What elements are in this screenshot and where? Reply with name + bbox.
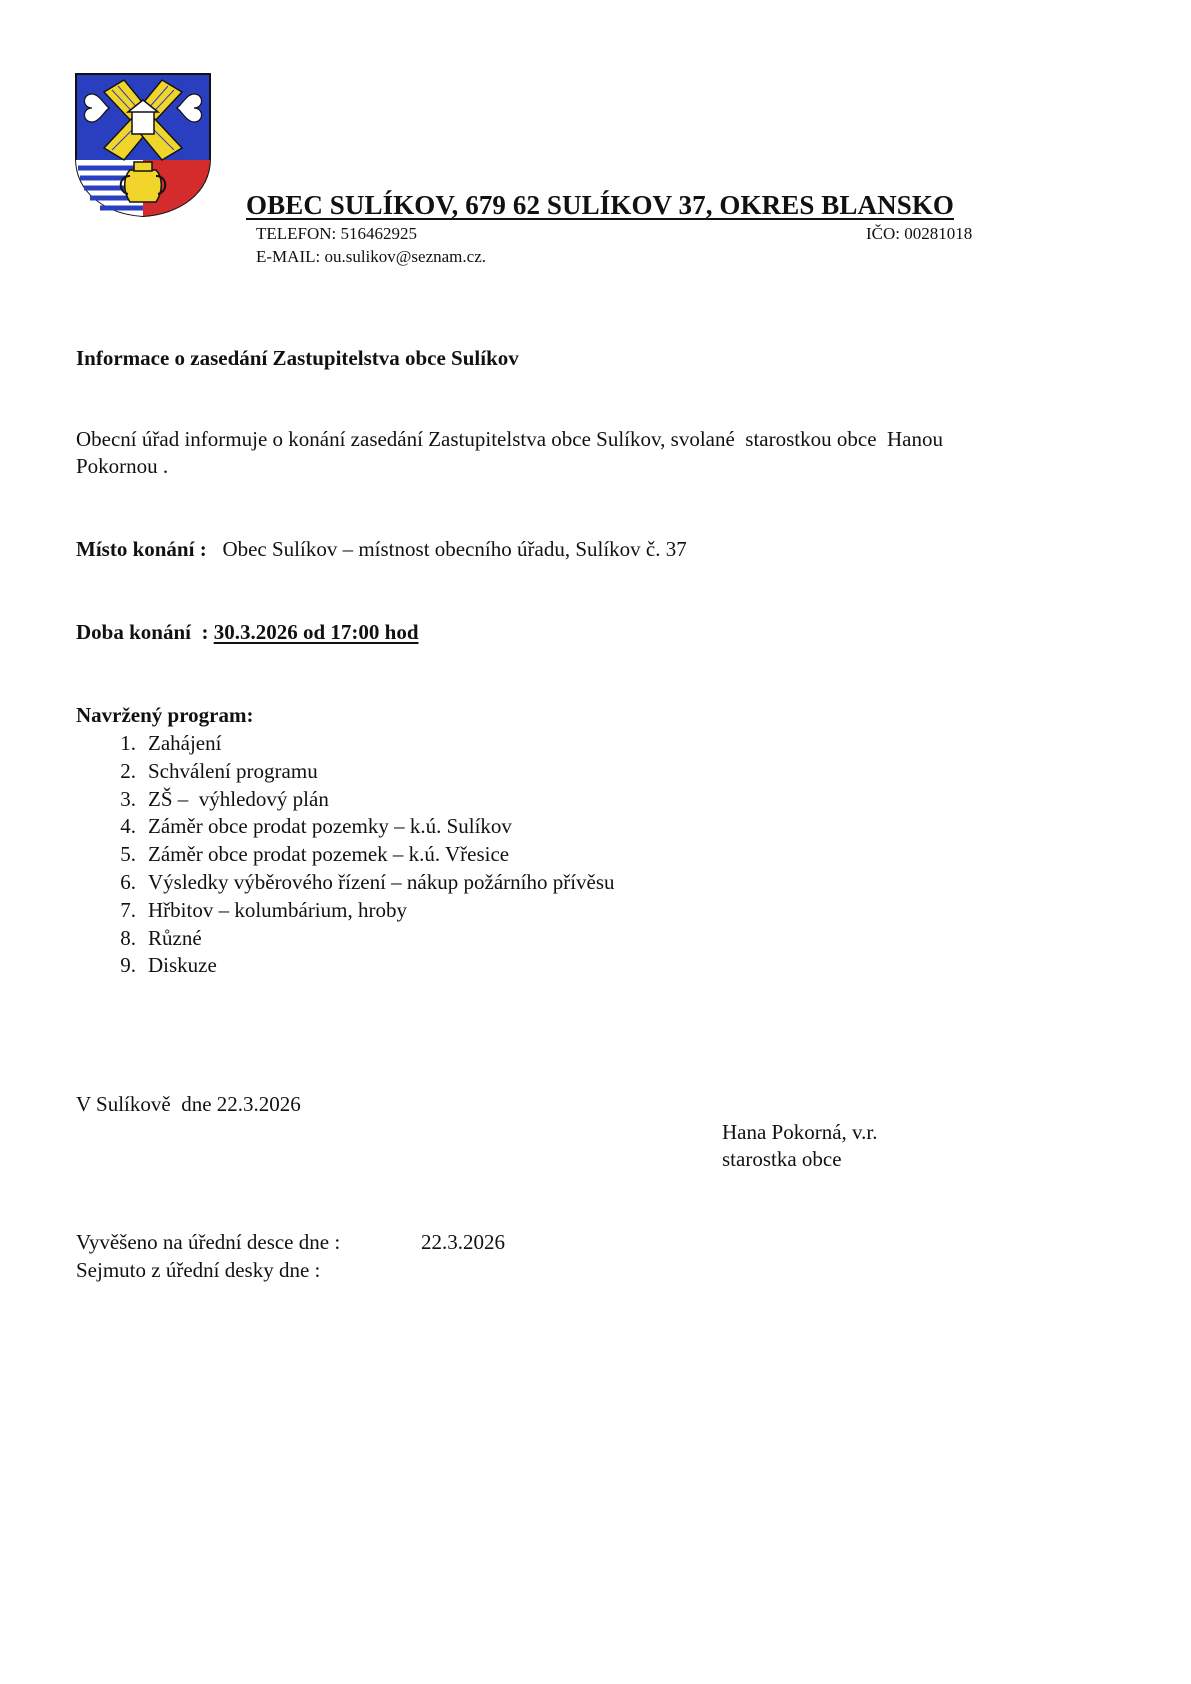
- coat-of-arms-icon: [74, 72, 212, 218]
- time-label: Doba konání :: [76, 620, 209, 644]
- item-text: Výsledky výběrového řízení – nákup požárního přívěsu: [148, 869, 615, 894]
- item-text: Záměr obce prodat pozemky – k.ú. Sulíkov: [148, 814, 512, 839]
- place-and-date: V Sulíkově dne 22.3.2026: [76, 1092, 301, 1116]
- item-text: ZŠ – výhledový plán: [148, 786, 329, 811]
- removed-label: Sejmuto z úřední desky dne :: [76, 1258, 321, 1282]
- notice-intro: Obecní úřad informuje o konání zasedání Zastupitelstva obce Sulíkov, svolané starostkou obce Hanou Pokornou .: [76, 427, 943, 478]
- item-text: Různé: [148, 925, 202, 950]
- signature-name: Hana Pokorná, v.r.: [722, 1120, 878, 1144]
- program-heading: Navržený program:: [76, 703, 254, 727]
- place-value: Obec Sulíkov – místnost obecního úřadu, Sulíkov č. 37: [222, 537, 687, 561]
- item-number: 3.: [120, 786, 136, 811]
- item-number: 2.: [120, 758, 136, 783]
- item-number: 8.: [120, 925, 136, 950]
- posted-label: Vyvěšeno na úřední desce dne :: [76, 1230, 341, 1254]
- item-text: Diskuze: [148, 953, 217, 978]
- item-text: Hřbitov – kolumbárium, hroby: [148, 897, 407, 922]
- email-address: E-MAIL: ou.sulikov@seznam.cz.: [256, 247, 486, 266]
- company-id: IČO: 00281018: [866, 224, 973, 243]
- item-number: 7.: [120, 897, 136, 922]
- phone-number: TELEFON: 516462925: [256, 224, 418, 243]
- place-label: Místo konání :: [76, 537, 207, 561]
- meeting-time: [76, 620, 419, 645]
- time-value: 30.3.2026 od 17:00 hod: [213, 620, 419, 644]
- item-text: Záměr obce prodat pozemek – k.ú. Vřesice: [148, 842, 510, 867]
- item-number: 9.: [120, 953, 136, 978]
- posted-date: 22.3.2026: [421, 1230, 505, 1254]
- municipality-title: OBEC SULÍKOV, 679 62 SULÍKOV 37, OKRES BLANSKO: [246, 190, 955, 220]
- item-text: Zahájení: [148, 731, 222, 755]
- item-text: Schválení programu: [148, 758, 318, 783]
- item-number: 6.: [120, 869, 136, 894]
- item-number: 5.: [120, 842, 136, 867]
- signature-role: starostka obce: [722, 1147, 842, 1171]
- item-number: 1.: [120, 731, 136, 755]
- item-number: 4.: [120, 814, 136, 839]
- notice-heading: Informace o zasedání Zastupitelstva obce Sulíkov: [76, 346, 519, 370]
- meeting-place: [76, 537, 687, 562]
